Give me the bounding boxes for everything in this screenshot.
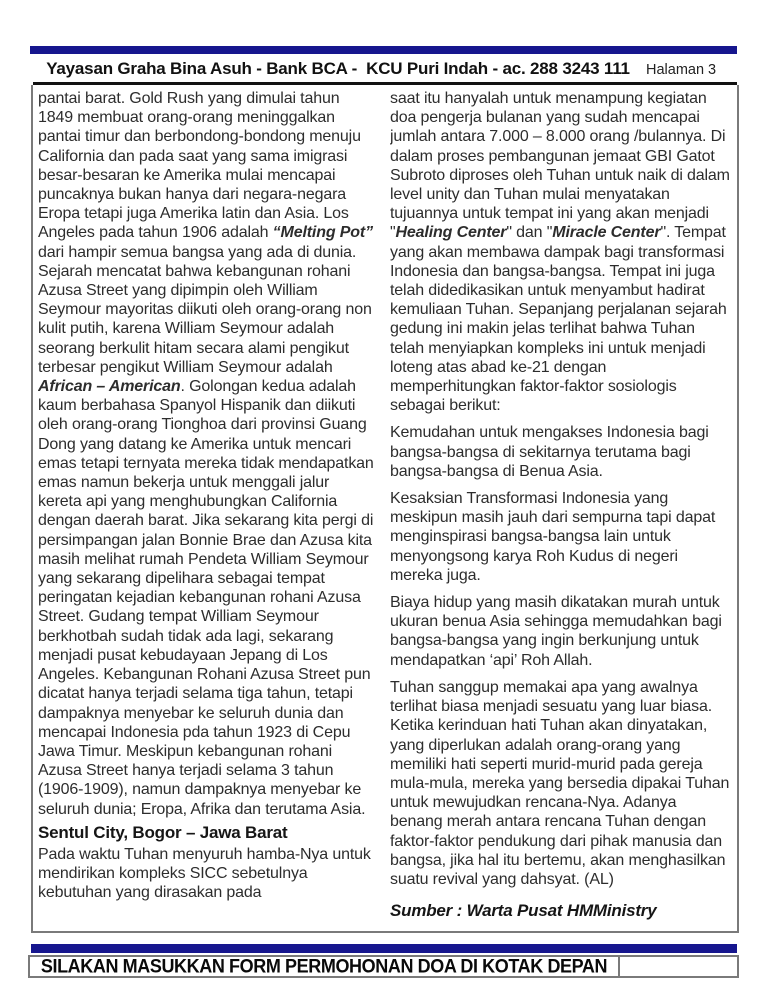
page-number-label: Halaman 3 [646,62,717,78]
text-segment: Pada waktu Tuhan menyuruh hamba-Nya untuk mendirikan kompleks SICC sebetulnya kebutuhan yang dirasakan pada [38,845,371,902]
header-accent-bar [30,46,737,54]
paragraph-sicc-intro [38,845,376,903]
text-segment: ". Tempat yang akan membawa dampak bagi transformasi Indonesia dan bangsa-bangsa. Tempat ini juga telah didedikasikan untuk menyambut hadirat kemuliaan Tuhan. Sepanjang perjalanan sejarah gedung ini makin jelas terlihat bahwa Tuhan telah menyiapkan kompleks ini untuk menjadi loteng atas abad ke-21 dengan memperhitungkan faktor-faktor sosiologis sebagai berikut: [390,224,727,415]
text-segment: “Melting Pot” [272,224,373,242]
section-heading-sentul-city [38,822,376,843]
text-segment: Biaya hidup yang masih dikatakan murah untuk ukuran benua Asia sehingga memudahkan bagi bangsa-bangsa yang ingin berkunjung untuk mendapatkan ‘api’ Roh Allah. [390,594,722,669]
text-segment: Sumber : Warta Pusat HMMinistry [390,901,657,921]
text-segment: African – American [38,378,181,396]
text-segment: " dan " [506,224,553,242]
footer-notice-box [28,955,739,978]
text-segment: Healing Center [395,224,507,242]
article-column-left [38,89,376,931]
footer-empty-cell [620,957,737,976]
paragraph-factor-testimony [390,489,733,585]
paragraph-sicc-purpose [390,89,733,415]
paragraph-azusa-history [38,89,376,819]
text-segment: Kemudahan untuk mengakses Indonesia bagi bangsa-bangsa di sekitarnya terutama bagi bangsa-bangsa di Benua Asia. [390,424,709,480]
source-line [390,901,733,920]
header-title: Yayasan Graha Bina Asuh - Bank BCA - KCU Puri Indah - ac. 288 3243 111 [46,59,630,78]
text-segment: dari hampir semua bangsa yang ada di dunia. Sejarah mencatat bahwa kebangunan rohani Azusa Street yang dipimpin oleh William Seymour mayoritas diikuti oleh orang-orang non kulit putih, karena William Seymour adalah seorang berkulit hitam secara alami pengikut terbesar pengikut William Seymour adalah [38,243,372,376]
footer-notice-cell [30,957,620,976]
text-segment: Tuhan sanggup memakai apa yang awalnya terlihat biasa menjadi sesuatu yang luar biasa. Ketika kerinduan hati Tuhan akan dinyatakan, yang diperlukan adalah orang-orang yang memiliki hati seperti murid-murid pada gereja mula-mula, mereka yang bersedia dipakai Tuhan untuk mewujudkan rencana-Nya. Adanya benang merah antara rencana Tuhan dengan faktor-faktor pendukung dari pihak manusia dan bangsa, jika hal itu bertemu, akan menghasilkan suatu revival yang dahsyat. (AL) [390,678,730,888]
text-segment: Kesaksian Transformasi Indonesia yang meskipun masih jauh dari sempurna tapi dapat menginspirasi bangsa-bangsa lain untuk menyongsong karya Roh Kudus di negeri mereka juga. [390,490,716,584]
article-column-right [390,89,733,931]
paragraph-closing [390,678,733,889]
text-segment: Miracle Center [552,224,661,242]
article-body [31,85,739,933]
footer-accent-bar [31,944,737,953]
paragraph-factor-cost [390,593,733,670]
text-segment: saat itu hanyalah untuk menampung kegiatan doa pengerja bulanan yang sudah mencapai jumlah antara 7.000 – 8.000 orang /bulannya. Di dalam proses pembangunan jemaat GBI Gatot Subroto diproses oleh Tuhan untuk naik di dalam level unity dan Tuhan mulai menyatakan tujuannya untuk tempat ini yang akan menjadi " [390,90,730,242]
text-segment: Sentul City, Bogor – Jawa Barat [38,822,288,842]
footer-notice-text: SILAKAN MASUKKAN FORM PERMOHONAN DOA DI KOTAK DEPAN [40,955,608,977]
text-segment: pantai barat. Gold Rush yang dimulai tahun 1849 membuat orang-orang meninggalkan pantai timur dan berbondong-bondong menuju California dan pada saat yang sama imigrasi besar-besaran ke Amerika mulai mencapai puncaknya bukan hanya dari negara-negara Eropa tetapi juga Amerika latin dan Asia. Los Angeles pada tahun 1906 adalah [38,90,361,242]
paragraph-factor-access [390,423,733,481]
page-header [30,57,738,81]
text-segment: . Golongan kedua adalah kaum berbahasa Spanyol Hispanik dan diikuti oleh orang-orang Tionghoa dari provinsi Guang Dong yang datang ke Amerika untuk mencari emas tetapi ternyata mereka tidak mendapatkan emas namun bekerja untuk menggali jalur kereta api yang menghubungkan California dengan daerah barat. Jika sekarang kita pergi di persimpangan jalan Bonnie Brae dan Azusa kita masih melihat rumah Pendeta William Seymour yang sekarang dipelihara sebagai tempat peringatan kejadian kebangunan rohani Azusa Street. Gudang tempat William Seymour berkhotbah sudah tidak ada lagi, sekarang menjadi pusat kebudayaan Jepang di Los Angeles. Kebangunan Rohani Azusa Street pun dicatat hanya terjadi selama tiga tahun, tetapi dampaknya menyebar ke seluruh dunia dan mencapai Indonesia pda tahun 1923 di Cepu Jawa Timur. Meskipun kebangunan rohani Azusa Street hanya terjadi selama 3 tahun (1906-1909), namun dampaknya menyebar ke seluruh dunia; Eropa, Afrika dan terutama Asia. [38,378,374,818]
